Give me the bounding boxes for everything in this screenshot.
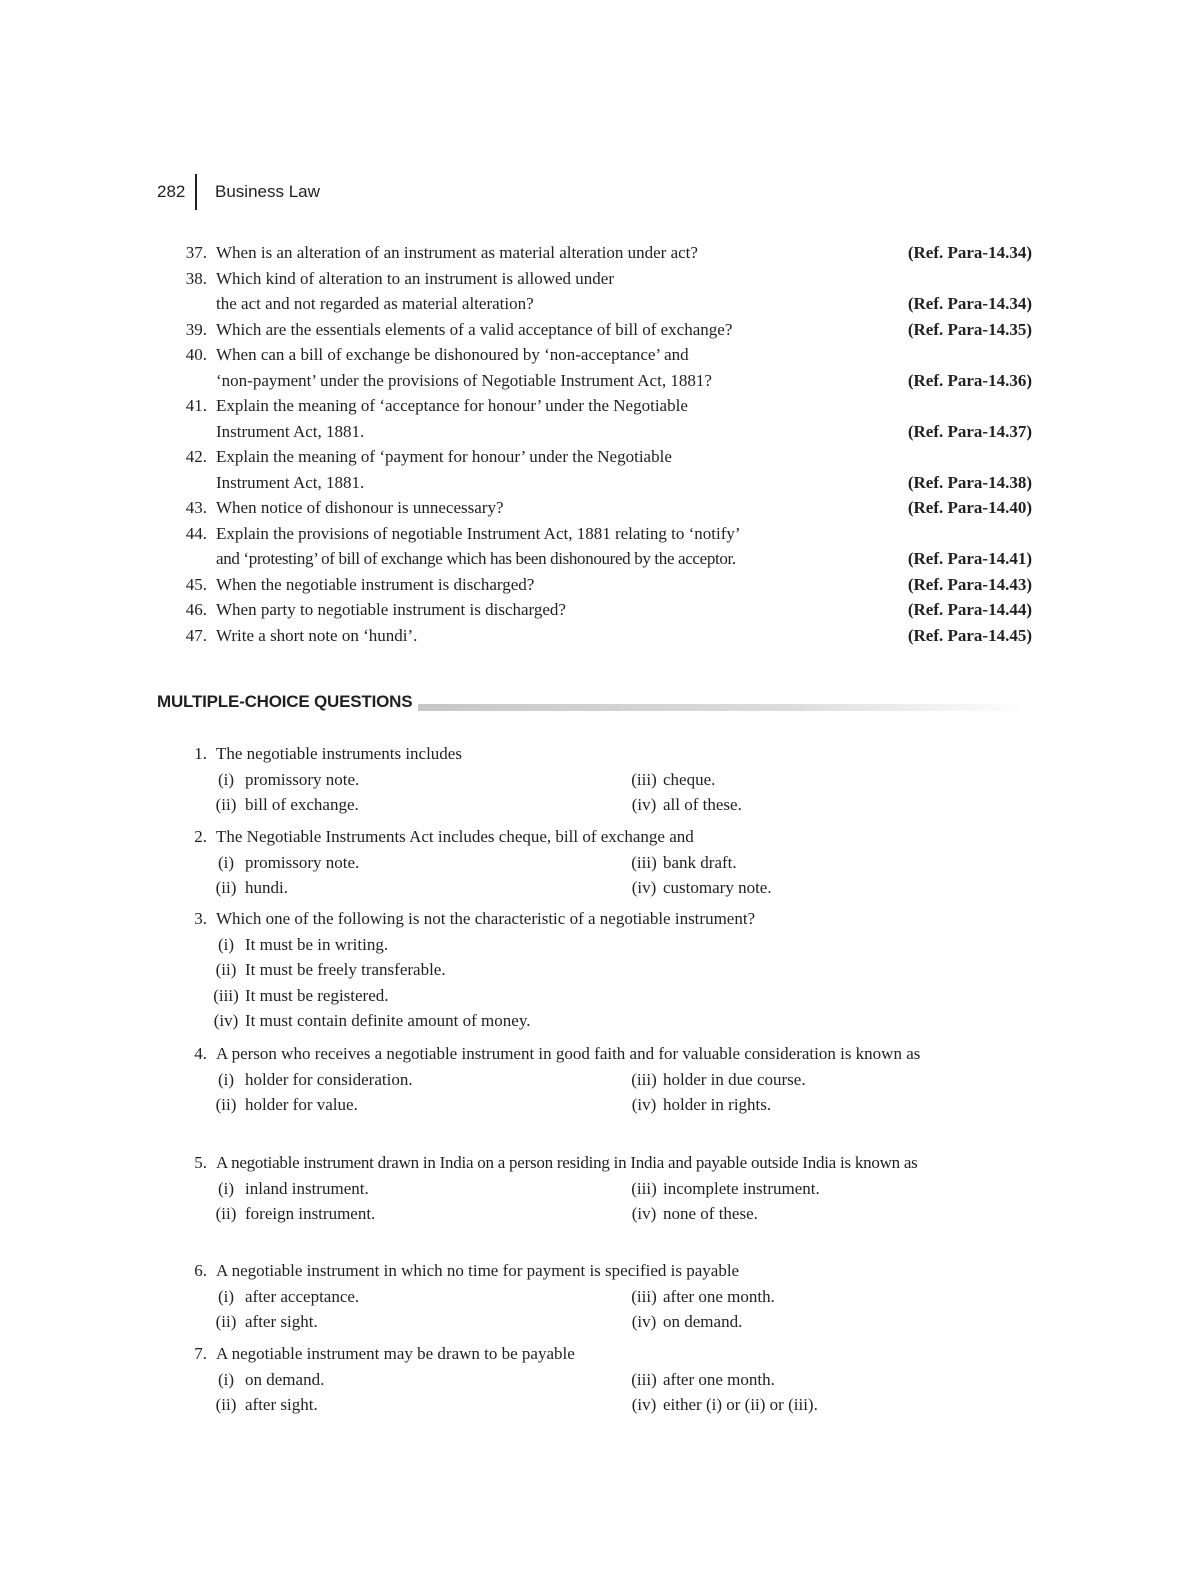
para-reference: (Ref. Para-14.45) bbox=[907, 625, 1032, 645]
review-question-37 bbox=[160, 240, 1032, 266]
option-label: (ii) bbox=[215, 960, 237, 979]
option bbox=[625, 1309, 1032, 1335]
option-text: promissory note. bbox=[245, 852, 360, 872]
option bbox=[625, 1284, 1032, 1310]
question-number: 7. bbox=[194, 1344, 207, 1363]
option bbox=[207, 1067, 625, 1093]
question-number: 43. bbox=[185, 498, 207, 517]
question-number: 1. bbox=[194, 744, 207, 763]
options-grid bbox=[207, 1176, 1032, 1227]
heading-rule bbox=[418, 704, 1032, 711]
question-number: 46. bbox=[185, 600, 207, 619]
option-label: (iii) bbox=[631, 852, 657, 872]
option-text: It must be freely transferable. bbox=[245, 960, 446, 979]
option-label: (i) bbox=[217, 934, 235, 954]
option-label: (i) bbox=[217, 1069, 235, 1089]
option bbox=[207, 1309, 625, 1335]
option-text: after one month. bbox=[663, 1369, 775, 1389]
review-question-43 bbox=[160, 495, 1032, 521]
option-label: (ii) bbox=[215, 1312, 237, 1331]
option-text: after sight. bbox=[245, 1395, 318, 1414]
options-grid bbox=[207, 1067, 1032, 1118]
option-text: none of these. bbox=[663, 1204, 758, 1223]
option-label: (ii) bbox=[215, 1395, 237, 1414]
question-stem: A negotiable instrument may be drawn to be payable bbox=[216, 1344, 575, 1363]
option-text: customary note. bbox=[663, 878, 772, 897]
question-number: 45. bbox=[185, 574, 207, 594]
option-label: (i) bbox=[217, 1178, 235, 1198]
option bbox=[625, 1201, 1032, 1227]
para-reference: (Ref. Para-14.35) bbox=[907, 319, 1032, 339]
option-text: holder in rights. bbox=[663, 1095, 772, 1114]
review-question-41 bbox=[160, 393, 1032, 444]
question-text: Instrument Act, 1881. bbox=[216, 421, 365, 441]
options-list bbox=[207, 932, 1032, 1034]
option-label: (iii) bbox=[631, 1369, 657, 1389]
option bbox=[625, 1367, 1032, 1393]
option bbox=[207, 1392, 625, 1418]
options-grid bbox=[207, 1284, 1032, 1335]
option-label: (iii) bbox=[631, 1069, 657, 1089]
option-text: all of these. bbox=[663, 795, 742, 814]
option bbox=[207, 983, 1032, 1009]
para-reference: (Ref. Para-14.37) bbox=[907, 421, 1032, 441]
option-label: (ii) bbox=[215, 1095, 237, 1114]
option bbox=[207, 1176, 625, 1202]
para-reference: (Ref. Para-14.41) bbox=[907, 549, 1032, 568]
question-text: and ‘protesting’ of bill of exchange which has been dishonoured by the acceptor. bbox=[216, 549, 736, 568]
option-text: holder in due course. bbox=[663, 1069, 806, 1089]
option bbox=[625, 850, 1032, 876]
review-question-42 bbox=[160, 444, 1032, 495]
running-header bbox=[157, 174, 320, 210]
option-text: holder for value. bbox=[245, 1095, 358, 1114]
option-text: holder for consideration. bbox=[245, 1069, 413, 1089]
para-reference: (Ref. Para-14.34) bbox=[907, 243, 1032, 262]
option-label: (iv) bbox=[631, 878, 657, 897]
question-stem: The Negotiable Instruments Act includes cheque, bill of exchange and bbox=[216, 827, 694, 846]
question-number: 6. bbox=[194, 1261, 207, 1280]
review-question-45 bbox=[160, 572, 1032, 598]
mcq-question-1 bbox=[160, 741, 1032, 818]
question-number: 5. bbox=[194, 1153, 207, 1172]
option-label: (iv) bbox=[631, 1395, 657, 1414]
question-text: Instrument Act, 1881. bbox=[216, 472, 365, 492]
option-label: (iv) bbox=[213, 1011, 239, 1030]
question-text: When the negotiable instrument is discharged? bbox=[216, 574, 535, 594]
header-divider bbox=[195, 174, 197, 210]
question-text: ‘non-payment’ under the provisions of Negotiable Instrument Act, 1881? bbox=[216, 370, 712, 390]
option-label: (i) bbox=[217, 769, 235, 789]
option-label: (i) bbox=[217, 852, 235, 872]
option-label: (iii) bbox=[631, 769, 657, 789]
option-label: (i) bbox=[217, 1286, 235, 1306]
option-label: (iii) bbox=[631, 1286, 657, 1306]
question-stem: The negotiable instruments includes bbox=[216, 744, 462, 763]
question-number: 4. bbox=[194, 1044, 207, 1063]
question-number: 47. bbox=[185, 625, 207, 645]
option-text: after acceptance. bbox=[245, 1286, 360, 1306]
option-text: after sight. bbox=[245, 1312, 318, 1331]
question-stem: Which one of the following is not the characteristic of a negotiable instrument? bbox=[216, 909, 756, 928]
question-number: 40. bbox=[185, 345, 207, 364]
option-text: foreign instrument. bbox=[245, 1204, 376, 1223]
option-text: bill of exchange. bbox=[245, 795, 359, 814]
para-reference: (Ref. Para-14.43) bbox=[907, 574, 1032, 594]
option bbox=[207, 875, 625, 901]
question-number: 39. bbox=[185, 319, 207, 339]
option bbox=[625, 1176, 1032, 1202]
page-number: 282 bbox=[157, 182, 186, 201]
option bbox=[207, 1008, 1032, 1034]
option-text: inland instrument. bbox=[245, 1178, 369, 1198]
option-text: incomplete instrument. bbox=[663, 1178, 820, 1198]
para-reference: (Ref. Para-14.38) bbox=[907, 472, 1032, 492]
mcq-question-2 bbox=[160, 824, 1032, 901]
review-question-38 bbox=[160, 266, 1032, 317]
question-number: 38. bbox=[185, 268, 207, 288]
option bbox=[625, 875, 1032, 901]
para-reference: (Ref. Para-14.36) bbox=[907, 370, 1032, 390]
review-question-46 bbox=[160, 597, 1032, 623]
options-grid bbox=[207, 1367, 1032, 1418]
option bbox=[625, 1067, 1032, 1093]
question-text: When can a bill of exchange be dishonoured by ‘non-acceptance’ and bbox=[216, 345, 689, 364]
para-reference: (Ref. Para-14.44) bbox=[907, 600, 1032, 619]
question-text: Write a short note on ‘hundi’. bbox=[216, 625, 418, 645]
option bbox=[625, 767, 1032, 793]
option-text: promissory note. bbox=[245, 769, 360, 789]
question-number: 44. bbox=[185, 523, 207, 543]
mcq-question-7 bbox=[160, 1341, 1032, 1418]
question-text: When party to negotiable instrument is discharged? bbox=[216, 600, 566, 619]
question-number: 37. bbox=[185, 243, 207, 262]
question-text: Which are the essentials elements of a valid acceptance of bill of exchange? bbox=[216, 319, 733, 339]
option-label: (i) bbox=[217, 1369, 235, 1389]
option-label: (iv) bbox=[631, 1095, 657, 1114]
question-text: When notice of dishonour is unnecessary? bbox=[216, 498, 504, 517]
review-question-47 bbox=[160, 623, 1032, 649]
option-label: (iii) bbox=[631, 1178, 657, 1198]
question-number: 41. bbox=[185, 396, 207, 415]
option-label: (ii) bbox=[215, 878, 237, 897]
question-number: 2. bbox=[194, 827, 207, 846]
option-label: (iv) bbox=[631, 1312, 657, 1331]
review-question-44 bbox=[160, 521, 1032, 572]
option bbox=[207, 1284, 625, 1310]
option-text: cheque. bbox=[663, 769, 716, 789]
review-questions-list bbox=[160, 240, 1032, 648]
book-title: Business Law bbox=[215, 182, 320, 201]
option-label: (ii) bbox=[215, 1204, 237, 1223]
option-text: on demand. bbox=[663, 1312, 743, 1331]
para-reference: (Ref. Para-14.34) bbox=[907, 294, 1032, 313]
option bbox=[207, 767, 625, 793]
option bbox=[207, 1201, 625, 1227]
question-text: Explain the provisions of negotiable Instrument Act, 1881 relating to ‘notify’ bbox=[216, 523, 741, 543]
option bbox=[207, 850, 625, 876]
question-stem: A person who receives a negotiable instrument in good faith and for valuable consideration is known as bbox=[216, 1044, 921, 1063]
option bbox=[207, 1092, 625, 1118]
option-text: after one month. bbox=[663, 1286, 775, 1306]
option-text: It must be registered. bbox=[245, 985, 389, 1005]
mcq-question-6 bbox=[160, 1258, 1032, 1335]
question-text: Which kind of alteration to an instrument is allowed under bbox=[216, 268, 614, 288]
option-label: (ii) bbox=[215, 795, 237, 814]
section-title: MULTIPLE-CHOICE QUESTIONS bbox=[157, 692, 413, 711]
option-text: either (i) or (ii) or (iii). bbox=[663, 1395, 818, 1414]
question-stem: A negotiable instrument drawn in India on a person residing in India and payable outside India is known as bbox=[216, 1153, 918, 1172]
question-text: When is an alteration of an instrument as material alteration under act? bbox=[216, 243, 698, 262]
option-label: (iv) bbox=[631, 1204, 657, 1223]
question-number: 42. bbox=[185, 447, 207, 466]
option-text: hundi. bbox=[245, 878, 288, 897]
option-label: (iii) bbox=[213, 985, 239, 1005]
question-number: 3. bbox=[194, 909, 207, 928]
option bbox=[625, 1392, 1032, 1418]
question-text: Explain the meaning of ‘acceptance for honour’ under the Negotiable bbox=[216, 396, 688, 415]
option bbox=[625, 1092, 1032, 1118]
question-stem: A negotiable instrument in which no time for payment is specified is payable bbox=[216, 1261, 740, 1280]
mcq-section-heading bbox=[157, 692, 1032, 712]
option bbox=[625, 792, 1032, 818]
option-label: (iv) bbox=[631, 795, 657, 814]
question-text: Explain the meaning of ‘payment for honour’ under the Negotiable bbox=[216, 447, 672, 466]
mcq-question-3 bbox=[160, 906, 1032, 1034]
option bbox=[207, 932, 1032, 958]
option bbox=[207, 1367, 625, 1393]
option bbox=[207, 957, 1032, 983]
options-grid bbox=[207, 850, 1032, 901]
option-text: It must be in writing. bbox=[245, 934, 389, 954]
review-question-40 bbox=[160, 342, 1032, 393]
para-reference: (Ref. Para-14.40) bbox=[907, 498, 1032, 517]
review-question-39 bbox=[160, 317, 1032, 343]
option-text: bank draft. bbox=[663, 852, 737, 872]
mcq-question-4 bbox=[160, 1041, 1032, 1118]
mcq-question-5 bbox=[160, 1150, 1032, 1227]
question-text: the act and not regarded as material alteration? bbox=[216, 294, 534, 313]
options-grid bbox=[207, 767, 1032, 818]
option-text: on demand. bbox=[245, 1369, 325, 1389]
option bbox=[207, 792, 625, 818]
option-text: It must contain definite amount of money. bbox=[245, 1011, 531, 1030]
